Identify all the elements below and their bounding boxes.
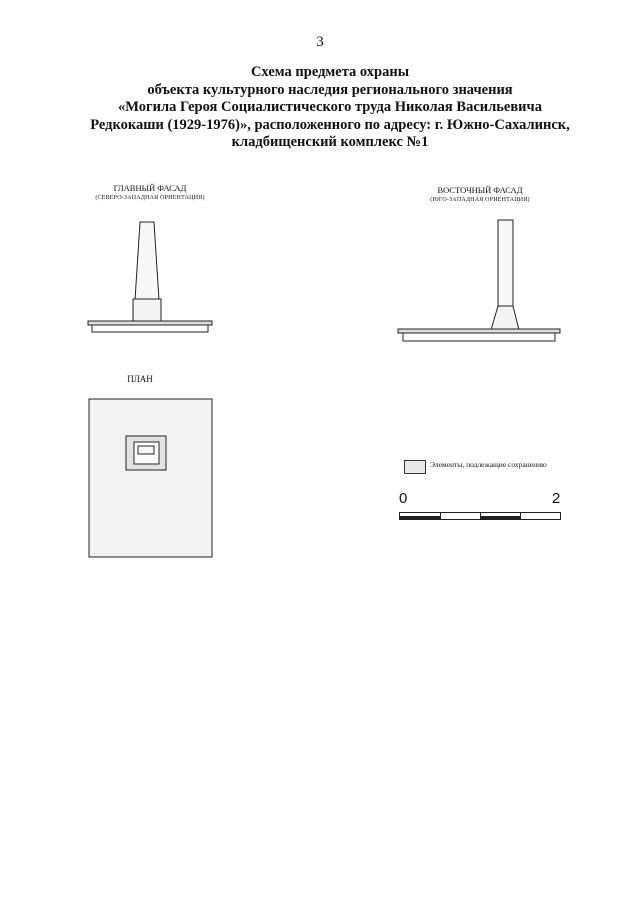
scale-tick <box>480 513 481 519</box>
east-facade-title: ВОСТОЧНЫЙ ФАСАД <box>437 185 523 195</box>
title-line: объекта культурного наследия регионального значения <box>147 81 513 98</box>
scale-bar <box>399 512 561 520</box>
main-facade-title: ГЛАВНЫЙ ФАСАД <box>113 183 187 193</box>
main-facade-label <box>70 183 230 203</box>
plan-drawing <box>88 398 213 558</box>
title-line: Схема предмета охраны <box>250 64 410 80</box>
title-line: Редкокаши (1929-1976)», расположенного по адресу: г. Южно-Сахалинск, <box>90 116 570 133</box>
east-facade-drawing <box>395 210 565 345</box>
main-facade-drawing <box>80 210 220 340</box>
legend-text: Элементы, подлежащие сохранению <box>430 460 547 469</box>
scale-tick <box>520 513 521 519</box>
title-line: кладбищенский комплекс №1 <box>231 134 429 150</box>
plan-label: ПЛАН <box>127 374 153 384</box>
page-number: 3 <box>316 34 324 50</box>
document-title <box>60 64 600 152</box>
legend-swatch <box>404 460 426 474</box>
east-facade-label <box>405 185 555 205</box>
scale-tick <box>440 513 441 519</box>
scale-segment <box>480 516 520 519</box>
scale-segment <box>400 516 440 519</box>
title-line: «Могила Героя Социалистического труда Николая Васильевича <box>118 99 542 115</box>
scale-end-label: 2 <box>552 490 561 507</box>
east-facade-subtitle: (ЮГО-ЗАПАДНАЯ ОРИЕНТАЦИЯ) <box>430 197 530 203</box>
main-facade-subtitle: (СЕВЕРО-ЗАПАДНАЯ ОРИЕНТАЦИЯ) <box>95 195 205 201</box>
scale-start-label: 0 <box>399 490 408 507</box>
